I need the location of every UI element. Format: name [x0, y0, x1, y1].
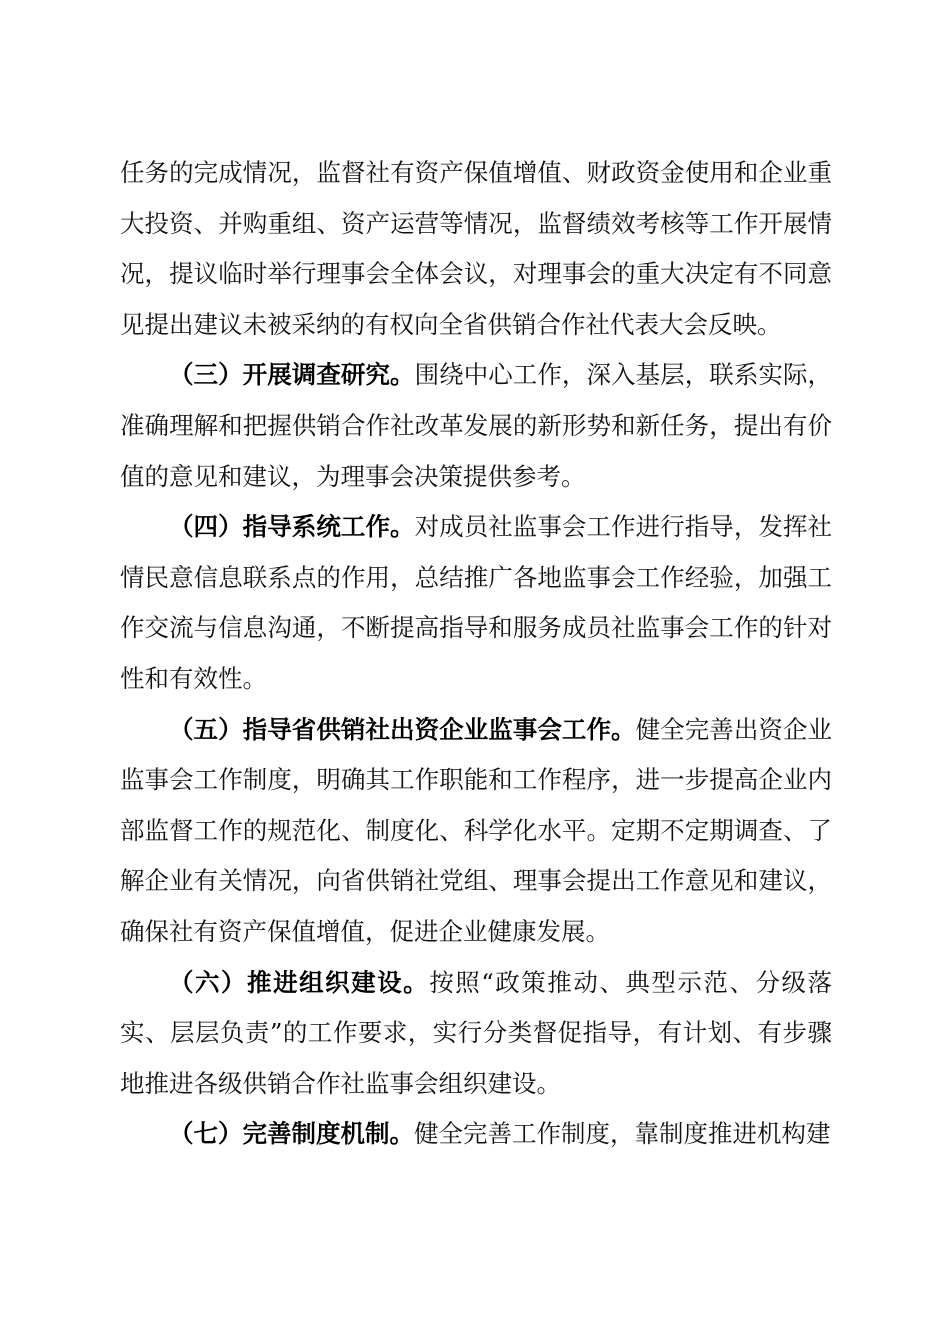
paragraph-section-6 — [120, 958, 832, 1110]
section-heading: （五）指导省供销社出资企业监事会工作。 — [169, 714, 636, 744]
paragraph-text: 按照“政策推动、典型示范、分级落实、层层负责”的工作要求，实行分类督促指导，有计划、有步骤地推进各级供销合作社监事会组织建设。 — [120, 967, 832, 1098]
paragraph-continuation — [120, 148, 832, 350]
section-heading: （三）开展调查研究。 — [169, 360, 415, 390]
paragraph-section-5 — [120, 705, 832, 958]
paragraph-text: 对成员社监事会工作进行指导，发挥社情民意信息联系点的作用，总结推广各地监事会工作经验，加强工作交流与信息沟通，不断提高指导和服务成员社监事会工作的针对性和有效性。 — [120, 512, 832, 693]
paragraph-text: 围绕中心工作，深入基层，联系实际，准确理解和把握供销合作社改革发展的新形势和新任务，提出有价值的意见和建议，为理事会决策提供参考。 — [120, 360, 832, 491]
section-heading: （七）完善制度机制。 — [169, 1119, 414, 1149]
section-heading: （六）推进组织建设。 — [169, 967, 430, 997]
paragraph-text: 健全完善出资企业监事会工作制度，明确其工作职能和工作程序，进一步提高企业内部监督工作的规范化、制度化、科学化水平。定期不定期调查、了解企业有关情况，向省供销社党组、理事会提出工作意见和建议，确保社有资产保值增值，促进企业健康发展。 — [120, 714, 833, 946]
paragraph-text: 健全完善工作制度，靠制度推进机构建 — [414, 1119, 831, 1149]
paragraph-text: 任务的完成情况，监督社有资产保值增值、财政资金使用和企业重大投资、并购重组、资产运营等情况，监督绩效考核等工作开展情况，提议临时举行理事会全体会议，对理事会的重大决定有不同意见提出建议未被采纳的有权向全省供销合作社代表大会反映。 — [120, 158, 832, 339]
paragraph-section-3 — [120, 350, 832, 502]
section-heading: （四）指导系统工作。 — [169, 512, 415, 542]
document-body — [120, 148, 832, 1160]
paragraph-section-4 — [120, 502, 832, 704]
paragraph-section-7 — [120, 1109, 832, 1160]
